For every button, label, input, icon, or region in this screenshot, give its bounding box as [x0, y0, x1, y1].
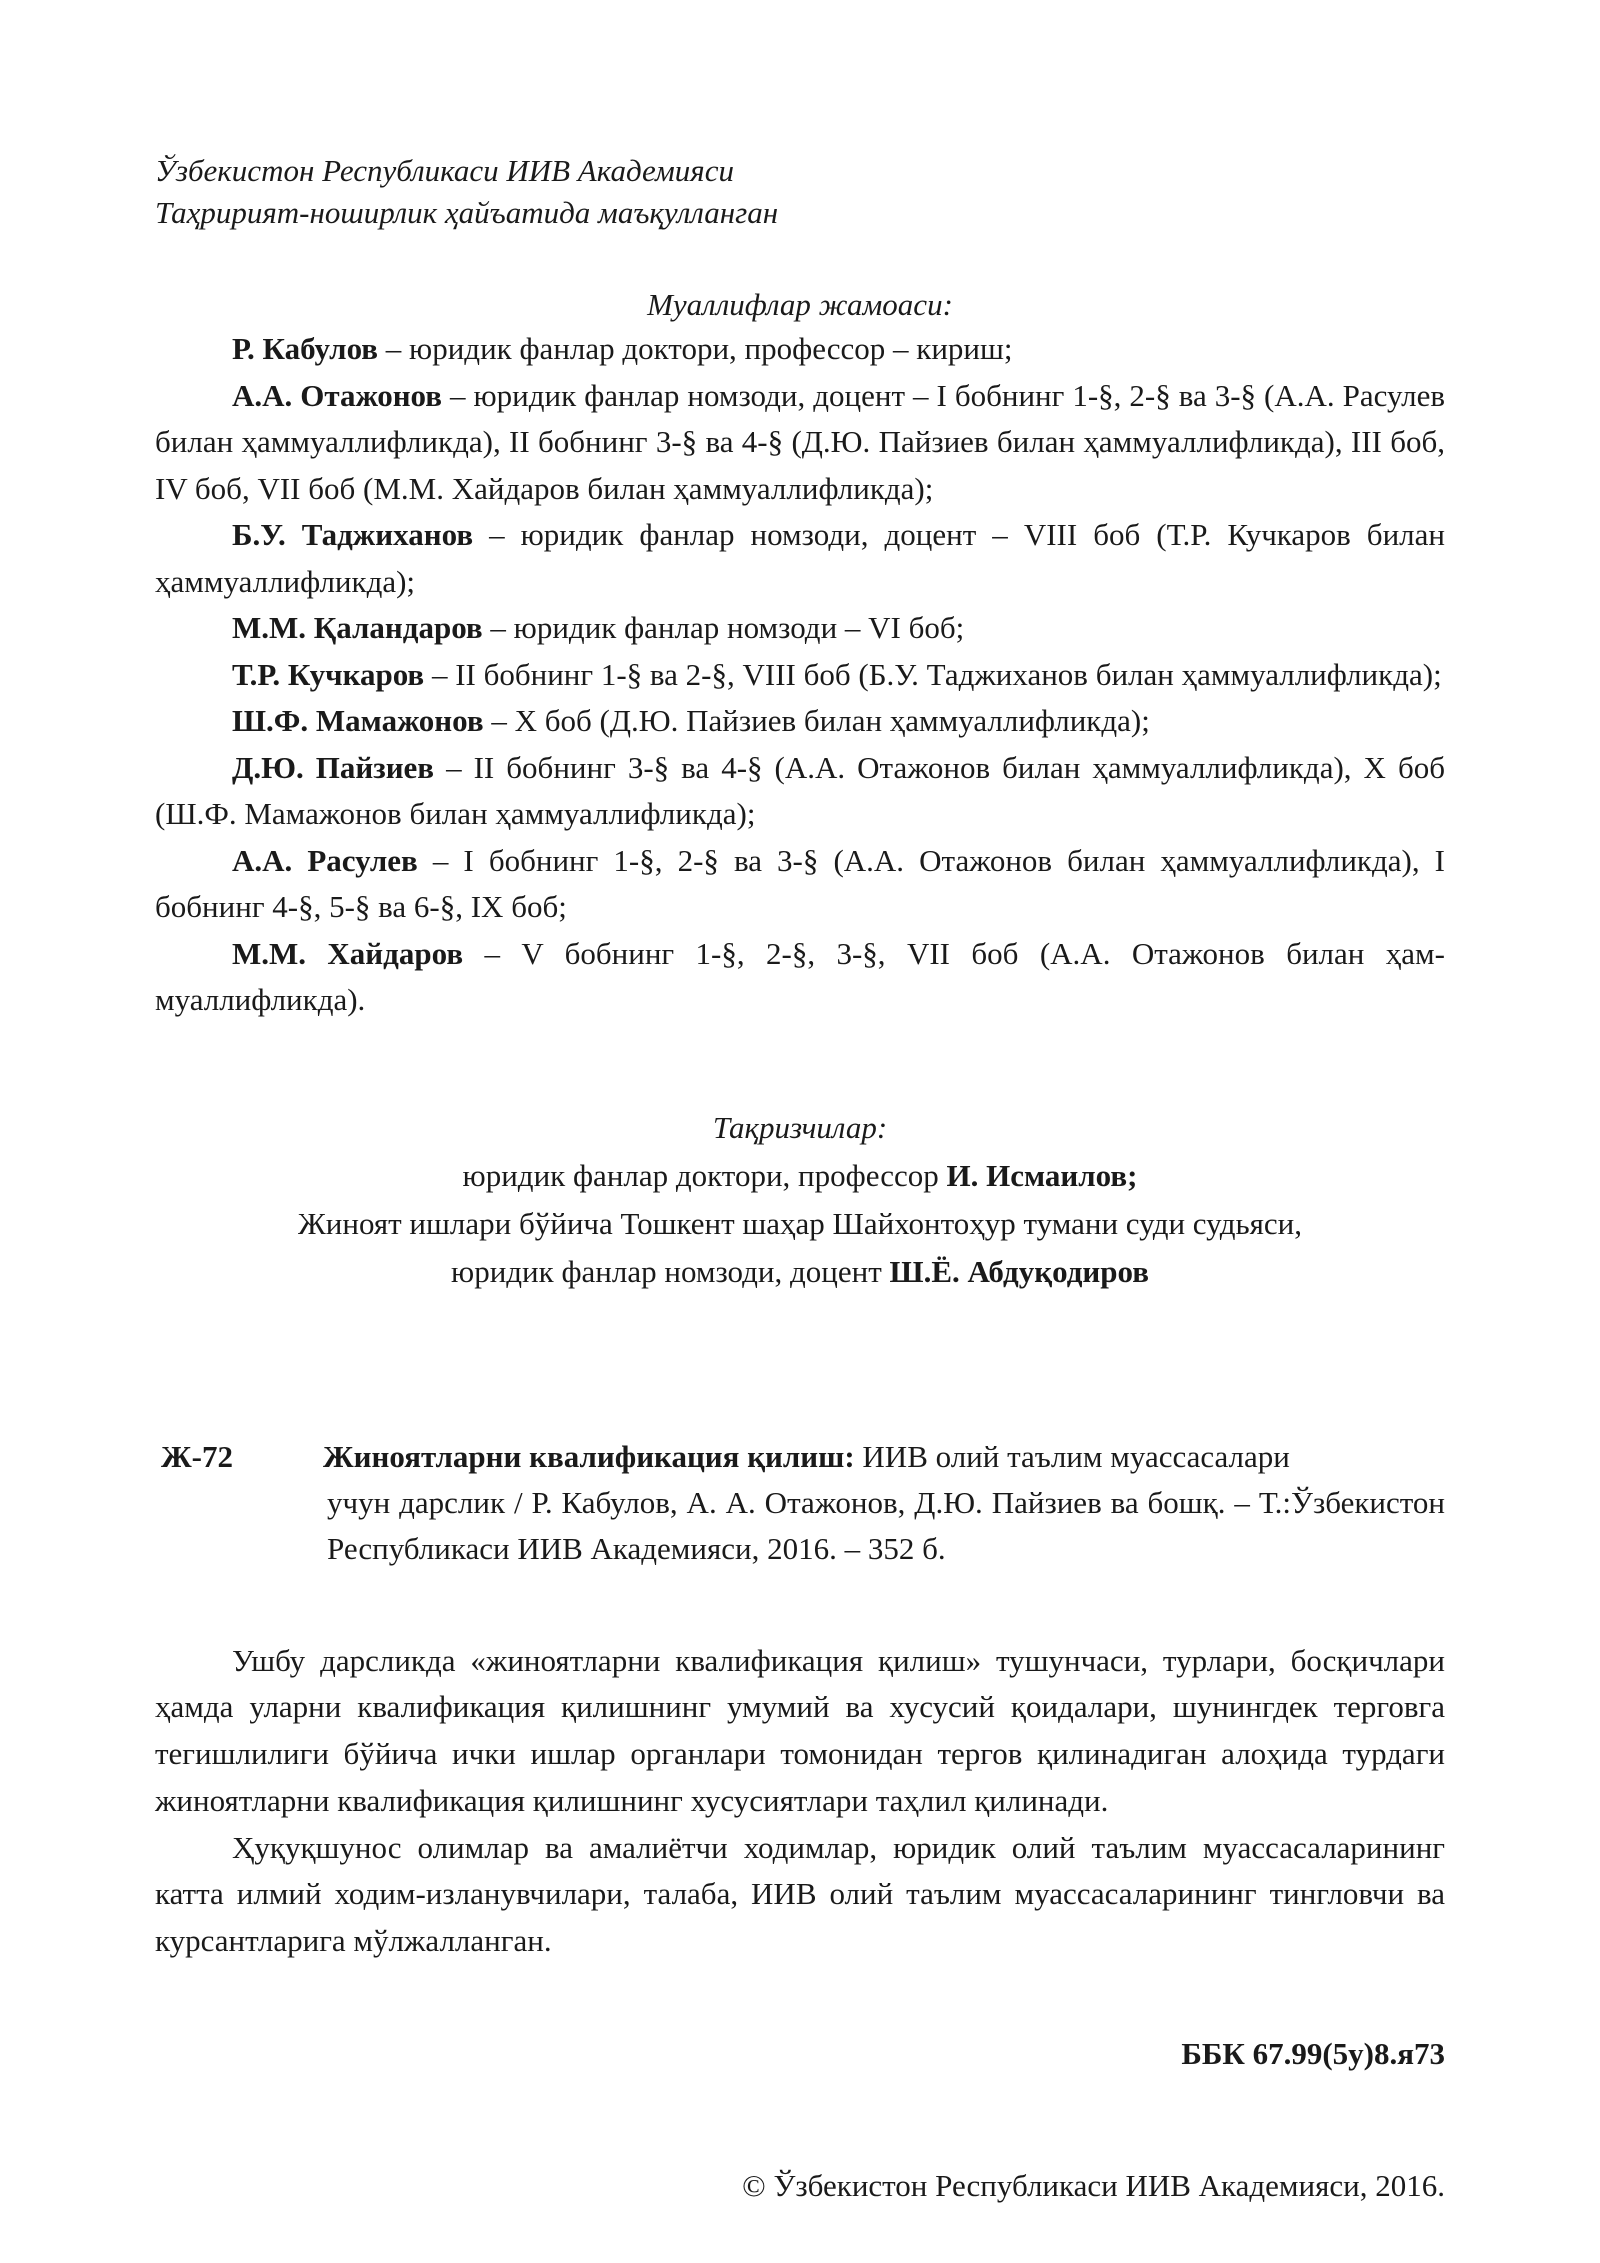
- author-name: Д.Ю. Пайзиев: [232, 749, 435, 785]
- author-name: Ш.Ф. Мамажонов: [232, 703, 484, 738]
- reviewer-name: И. Исмаилов;: [946, 1157, 1138, 1193]
- author-contribution: – юридик фанлар доктори, профессор – кириш;: [378, 331, 1013, 366]
- bbk-code: ББК 67.99(5у)8.я73: [1181, 2036, 1445, 2072]
- reviewers-block: [155, 1152, 1445, 1296]
- authors-list: [155, 326, 1445, 1024]
- author-contribution: – юридик фанлар номзоди, доцент – I бобнинг 1-§, 2-§ ва 3-§ (А.А. Расулев билан ҳаммуаллифликда), II бобнинг 3-§ ва 4-§ (Д.Ю. Пайзиев билан ҳаммуаллифликда), III боб, IV боб, VII боб (М.М. Хайдаров билан ҳаммуаллифликда);: [155, 377, 1445, 506]
- author-entry: [155, 745, 1445, 838]
- reviewer-line: [155, 1248, 1445, 1296]
- approval-line: Таҳририят-ноширлик ҳайъатида маъқулланган: [155, 195, 779, 230]
- abstract-paragraph: Ушбу дарсликда «жиноятларни квалификация қилиш» тушунчаси, турлари, босқичлари ҳамда уларни квалификация қилишнинг умумий ва хусусий қоидалари, шунингдек терговга тегишлилиги бўйича ички ишлар органлари томонидан тергов қилинадиган алоҳида турдаги жиноятларни квалификация қилишнинг хусусиятлари таҳлил қилинади.: [155, 1642, 1445, 1818]
- author-contribution: – юридик фанлар номзоди – VI боб;: [482, 610, 965, 645]
- catalog-title: Жиноятларни квалификация қилиш:: [323, 1438, 855, 1474]
- author-entry: [155, 326, 1445, 373]
- author-contribution: – юридик фанлар номзоди, доцент – VIII боб (Т.Р. Кучкаров билан ҳаммуаллифликда);: [155, 517, 1445, 599]
- reviewer-name: Ш.Ё. Абдуқодиров: [889, 1253, 1149, 1289]
- author-name: М.М. Хайдаров: [232, 935, 464, 971]
- author-entry: [155, 373, 1445, 513]
- author-entry: [155, 652, 1445, 699]
- author-name: Т.Р. Кучкаров: [232, 656, 425, 692]
- catalog-entry: [155, 1434, 1445, 1572]
- approval-block: [155, 150, 1445, 234]
- catalog-title-rest: ИИВ олий таълим муассасалари: [854, 1438, 1290, 1474]
- author-contribution: – I бобнинг 1-§, 2-§ ва 3-§ (А.А. Отажонов билан ҳаммуаллифликда), I бобнинг 4-§, 5-§ ва 6-§, IX боб;: [155, 842, 1445, 924]
- author-entry: [155, 838, 1445, 931]
- reviewers-heading: Тақризчилар:: [712, 1109, 888, 1145]
- page: [155, 150, 1445, 2209]
- abstract-paragraph: Ҳуқуқшунос олимлар ва амалиётчи ходимлар, юридик олий таълим муассасаларининг катта илмий ходим-изланувчилари, талаба, ИИВ олий таълим муассасаларининг тингловчи ва курсантларига мўлжалланган.: [155, 1829, 1445, 1959]
- reviewer-title: юридик фанлар номзоди, доцент: [451, 1253, 890, 1289]
- author-entry: [155, 698, 1445, 745]
- author-name: Р. Кабулов: [232, 331, 379, 366]
- author-contribution: – II бобнинг 1-§ ва 2-§, VIII боб (Б.У. Таджиханов билан ҳаммуаллифликда);: [424, 656, 1442, 692]
- reviewer-line: [155, 1152, 1445, 1200]
- author-entry: [155, 605, 1445, 652]
- author-contribution: – II бобнинг 3-§ ва 4-§ (А.А. Отажонов билан ҳаммуаллифликда), X боб (Ш.Ф. Мамажонов билан ҳаммуаллифликда);: [155, 749, 1446, 831]
- author-name: А.А. Расулев: [232, 842, 418, 878]
- author-entry: [155, 931, 1445, 1024]
- author-contribution: – V бобнинг 1-§, 2-§, 3-§, VII боб (А.А. Отажонов билан ҳаммуаллифликда).: [155, 935, 1445, 1017]
- authors-heading: Муаллифлар жамоаси:: [647, 287, 953, 322]
- author-name: М.М. Қаландаров: [232, 610, 483, 645]
- reviewer-affiliation: Жиноят ишлари бўйича Тошкент шаҳар Шайхонтоҳур тумани суди судьяси,: [298, 1205, 1302, 1241]
- catalog-code: Ж-72: [161, 1438, 233, 1474]
- catalog-description: [323, 1434, 1445, 1572]
- author-entry: [155, 512, 1445, 605]
- catalog-first-line: [323, 1434, 1445, 1480]
- author-contribution: – X боб (Д.Ю. Пайзиев билан ҳаммуаллифликда);: [483, 703, 1150, 738]
- author-name: А.А. Отажонов: [232, 377, 443, 413]
- approval-line: Ўзбекистон Республикаси ИИВ Академияси: [155, 153, 734, 188]
- reviewer-title: юридик фанлар доктори, профессор: [462, 1157, 947, 1193]
- author-name: Б.У. Таджиханов: [232, 517, 474, 552]
- catalog-details: учун дарслик / Р. Кабулов, А. А. Отажонов, Д.Ю. Пайзиев ва бошқ. – Т.:Ўзбекистон Республикаси ИИВ Академияси, 2016. – 352 б.: [327, 1484, 1445, 1566]
- abstract-block: [155, 1638, 1445, 1966]
- copyright-notice: © Ўзбекистон Республикаси ИИВ Академияси, 2016.: [742, 2168, 1445, 2204]
